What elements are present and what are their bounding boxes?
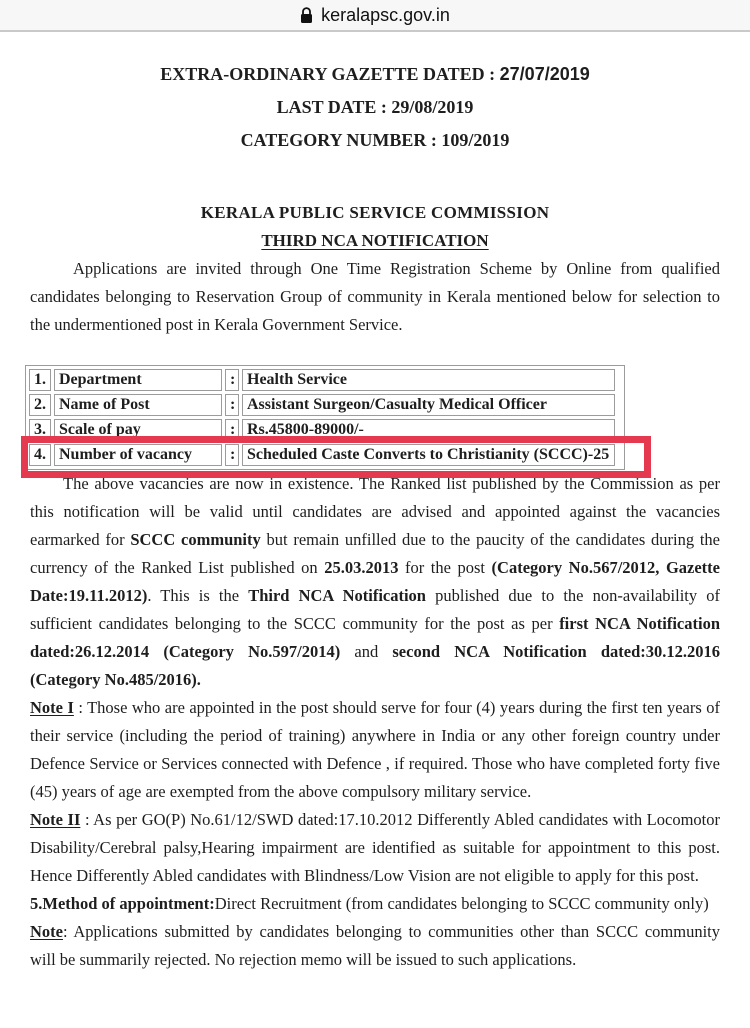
- row-label: Number of vacancy: [54, 444, 222, 466]
- row-label: Scale of pay: [54, 419, 222, 441]
- table-row-highlighted: [29, 444, 615, 466]
- row-number: 4.: [29, 444, 51, 466]
- last-date-line: LAST DATE : 29/08/2019: [276, 97, 474, 117]
- row-value: Assistant Surgeon/Casualty Medical Officer: [242, 394, 615, 416]
- category-number-line: CATEGORY NUMBER : 109/2019: [240, 130, 510, 150]
- row-value: Scheduled Caste Converts to Christianity (SCCC)-25: [242, 444, 615, 466]
- gazette-date-value: 27/07/2019: [499, 64, 590, 84]
- lock-icon[interactable]: [300, 7, 313, 24]
- method-of-appointment-line: 5.Method of appointment:Direct Recruitment (from candidates belonging to SCCC community only): [30, 894, 709, 913]
- url-text[interactable]: keralapsc.gov.in: [321, 4, 450, 25]
- vacancy-table-wrap: [25, 365, 625, 470]
- row-value: Health Service: [242, 369, 615, 391]
- vacancy-table: [25, 365, 625, 470]
- row-label: Name of Post: [54, 394, 222, 416]
- row-number: 1.: [29, 369, 51, 391]
- rejection-note-paragraph: Note: Applications submitted by candidates belonging to communities other than SCCC community will be summarily rejected. No rejection memo will be issued to such applications.: [30, 922, 720, 969]
- browser-address-bar[interactable]: [0, 0, 750, 32]
- row-number: 3.: [29, 419, 51, 441]
- row-separator: :: [225, 419, 239, 441]
- notification-title: THIRD NCA NOTIFICATION: [261, 231, 489, 250]
- commission-title: KERALA PUBLIC SERVICE COMMISSION: [200, 203, 550, 222]
- gazette-date-line: [30, 58, 720, 91]
- gazette-date-label: EXTRA-ORDINARY GAZETTE DATED :: [160, 64, 496, 84]
- table-row: [29, 369, 615, 391]
- row-separator: :: [225, 444, 239, 466]
- vacancy-details-paragraph: The above vacancies are now in existence. The Ranked list published by the Commission as per this notification will be valid until candidates are advised and appointed against the vacancies earmarked for SCCC community but remain unfilled due to the paucity of the candidates during the currency of the Ranked List published on 25.03.2013 for the post (Category No.567/2012, Gazette Date:19.11.2012). This is the Third NCA Notification published due to the non-availability of sufficient candidates belonging to the SCCC community for the post as per first NCA Notification dated:26.12.2014 (Category No.597/2014) and second NCA Notification dated:30.12.2016 (Category No.485/2016).: [30, 474, 721, 689]
- row-label: Department: [54, 369, 222, 391]
- table-row: [29, 419, 615, 441]
- intro-paragraph: Applications are invited through One Time Registration Scheme by Online from qualified candidates belonging to Reservation Group of community in Kerala mentioned below for selection to the undermentioned post in Kerala Government Service.: [30, 259, 720, 334]
- note-1-paragraph: Note I : Those who are appointed in the post should serve for four (4) years during the first ten years of their service (including the period of training) anywhere in India or any other foreign country under Defence Service or Services connected with Defence , if required. Those who have completed forty five (45) years of age are exempted from the above compulsory military service.: [30, 698, 721, 801]
- row-value: Rs.45800-89000/-: [242, 419, 615, 441]
- row-separator: :: [225, 394, 239, 416]
- row-separator: :: [225, 369, 239, 391]
- note-2-paragraph: Note II : As per GO(P) No.61/12/SWD dated:17.10.2012 Differently Abled candidates with Locomotor Disability/Cerebral palsy,Hearing impairment are identified as suitable for appointment to this post. Hence Differently Abled candidates with Blindness/Low Vision are not eligible to apply for this post.: [30, 810, 720, 885]
- document-page: [0, 32, 750, 974]
- row-number: 2.: [29, 394, 51, 416]
- table-row: [29, 394, 615, 416]
